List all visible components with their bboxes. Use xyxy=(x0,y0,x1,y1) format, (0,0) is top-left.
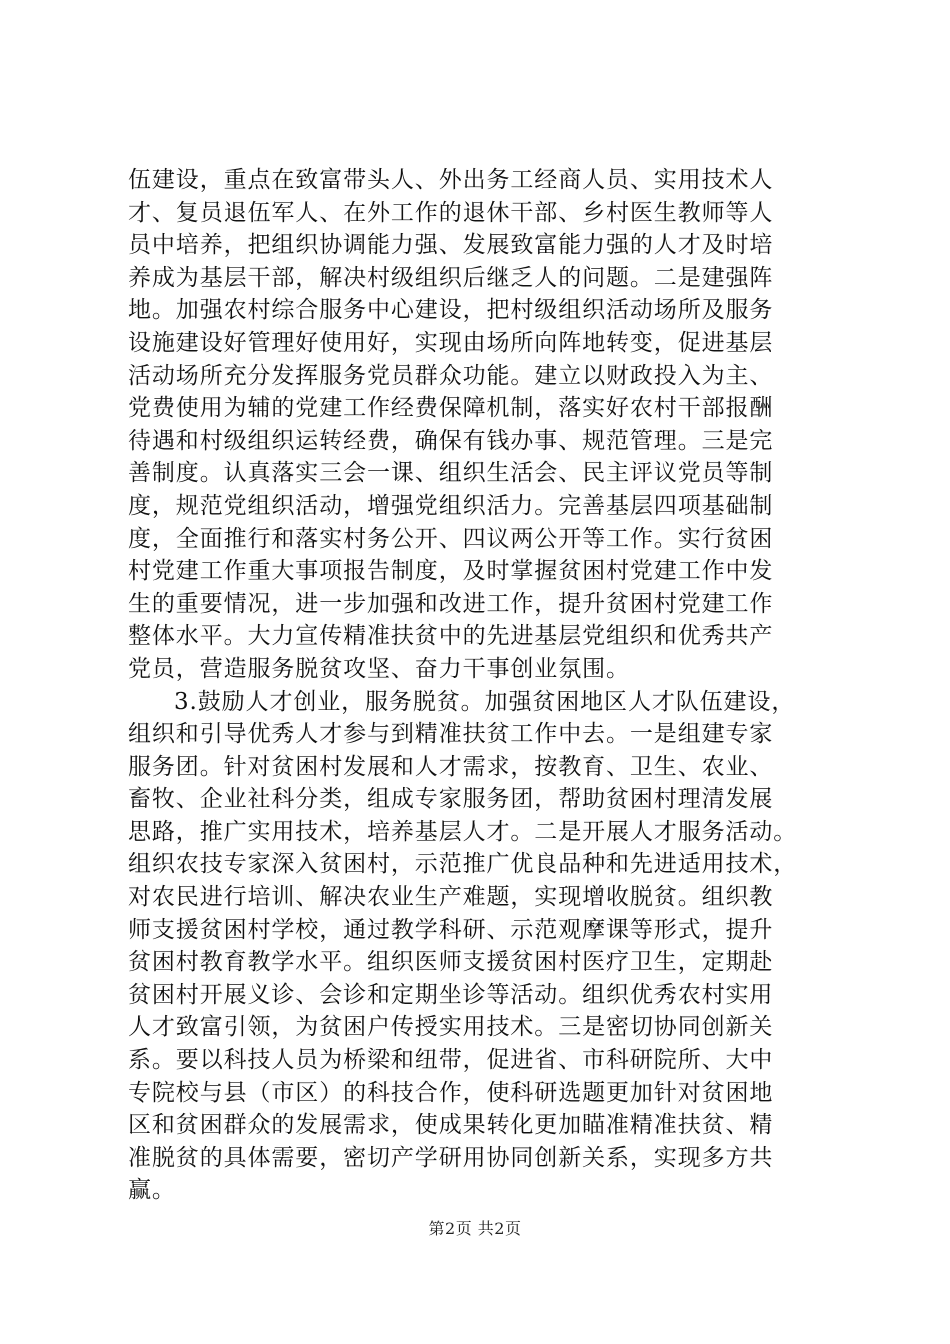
text-line: 服务团。针对贫困村发展和人才需求，按教育、卫生、农业、 xyxy=(128,753,774,780)
text-line: 赢。 xyxy=(128,1177,176,1204)
text-line: 伍建设，重点在致富带头人、外出务工经商人员、实用技术人 xyxy=(128,167,774,193)
text-line: 活动场所充分发挥服务党员群众功能。建立以财政投入为主、 xyxy=(128,362,774,389)
text-line: 度，全面推行和落实村务公开、四议两公开等工作。实行贫困 xyxy=(128,525,774,552)
text-line: 畜牧、企业社科分类，组成专家服务团，帮助贫困村理清发展 xyxy=(128,786,774,813)
text-line: 待遇和村级组织运转经费，确保有钱办事、规范管理。三是完 xyxy=(128,427,774,454)
text-line: 区和贫困群众的发展需求，使成果转化更加瞄准精准扶贫、精 xyxy=(128,1112,774,1139)
text-line: 党费使用为辅的党建工作经费保障机制，落实好农村干部报酬 xyxy=(128,395,774,422)
text-line: 生的重要情况，进一步加强和改进工作，提升贫困村党建工作 xyxy=(128,590,774,617)
text-line: 度，规范党组织活动，增强党组织活力。完善基层四项基础制 xyxy=(128,492,774,519)
text-line: 党员，营造服务脱贫攻坚、奋力干事创业氛围。 xyxy=(128,655,630,682)
text-line: 贫困村开展义诊、会诊和定期坐诊等活动。组织优秀农村实用 xyxy=(128,981,774,1008)
text-line: 人才致富引领，为贫困户传授实用技术。三是密切协同创新关 xyxy=(128,1014,774,1041)
text-line: 整体水平。大力宣传精准扶贫中的先进基层党组织和优秀共产 xyxy=(128,623,774,650)
text-line: 对农民进行培训、解决农业生产难题，实现增收脱贫。组织教 xyxy=(128,884,774,911)
text-line: 地。加强农村综合服务中心建设，把村级组织活动场所及服务 xyxy=(128,297,774,324)
text-line: 组织和引导优秀人才参与到精准扶贫工作中去。一是组建专家 xyxy=(128,721,774,748)
text-line: 系。要以科技人员为桥梁和纽带，促进省、市科研院所、大中 xyxy=(128,1047,774,1074)
text-line: 设施建设好管理好使用好，实现由场所向阵地转变，促进基层 xyxy=(128,329,774,356)
text-line: 准脱贫的具体需要，密切产学研用协同创新关系，实现多方共 xyxy=(128,1144,774,1171)
text-line: 贫困村教育教学水平。组织医师支援贫困村医疗卫生，定期赴 xyxy=(128,949,774,976)
text-line: 组织农技专家深入贫困村，示范推广优良品种和先进适用技术， xyxy=(128,851,798,878)
page-number-footer: 第2页 共2页 xyxy=(428,1219,522,1238)
text-line: 专院校与县（市区）的科技合作，使科研选题更加针对贫困地 xyxy=(128,1079,774,1106)
text-line: 才、复员退伍军人、在外工作的退休干部、乡村医生教师等人 xyxy=(128,199,774,226)
text-line: 思路，推广实用技术，培养基层人才。二是开展人才服务活动。 xyxy=(128,818,798,845)
document-body xyxy=(128,164,848,1207)
text-line: 师支援贫困村学校，通过教学科研、示范观摩课等形式，提升 xyxy=(128,916,774,943)
text-line: 善制度。认真落实三会一课、组织生活会、民主评议党员等制 xyxy=(128,460,774,487)
text-line: 村党建工作重大事项报告制度，及时掌握贫困村党建工作中发 xyxy=(128,558,774,585)
section-heading-line: 3.鼓励人才创业，服务脱贫。加强贫困地区人才队伍建设， xyxy=(174,688,796,715)
text-line: 员中培养，把组织协调能力强、发展致富能力强的人才及时培 xyxy=(128,232,774,259)
text-line: 养成为基层干部，解决村级组织后继乏人的问题。二是建强阵 xyxy=(128,264,774,291)
